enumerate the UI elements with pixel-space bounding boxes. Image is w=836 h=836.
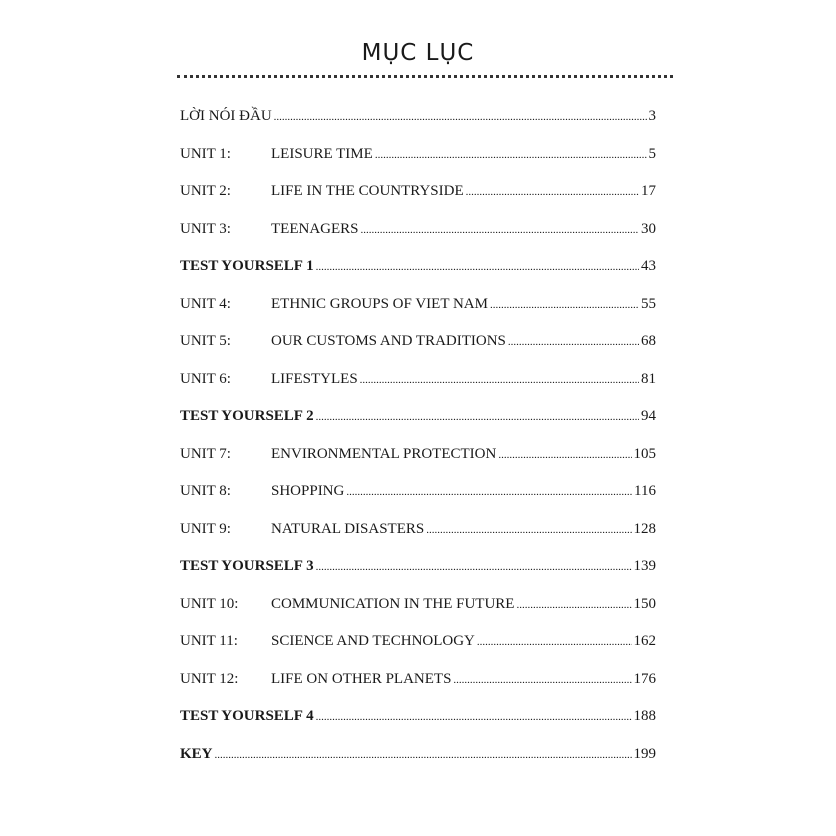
toc-dot-leader <box>453 671 631 688</box>
toc-entry-unit: UNIT 1: <box>180 145 231 162</box>
toc-entry-page: 3 <box>648 108 656 124</box>
toc-entry-title: COMMUNICATION IN THE FUTURE <box>271 595 515 612</box>
toc-entry <box>180 446 656 484</box>
toc-dot-leader <box>477 633 632 650</box>
toc-entry-unit: UNIT 3: <box>180 220 231 237</box>
toc-entry-title: TEST YOURSELF 1 <box>180 258 314 274</box>
toc-entry-title: LIFE IN THE COUNTRYSIDE <box>271 183 464 199</box>
toc-dot-leader <box>316 258 639 275</box>
toc-dot-leader <box>360 371 639 388</box>
toc-dot-leader <box>215 746 632 763</box>
toc-entry-unit: UNIT 11: <box>180 633 238 649</box>
toc-dot-leader <box>316 408 639 425</box>
toc-entry-title: TEST YOURSELF 4 <box>180 708 314 724</box>
toc-entry-title: TEST YOURSELF 2 <box>180 408 314 424</box>
toc-dot-leader <box>316 558 632 575</box>
toc-entry-unit: UNIT 10: <box>180 595 239 612</box>
toc-entry-title: LIFE ON OTHER PLANETS <box>271 670 452 687</box>
toc-entry <box>180 371 656 409</box>
toc-entry-unit: UNIT 4: <box>180 295 231 312</box>
toc-entry <box>180 146 656 184</box>
toc-entry-title: NATURAL DISASTERS <box>271 520 425 537</box>
toc-entry <box>180 333 656 371</box>
toc-entry-page: 128 <box>633 520 656 537</box>
toc-entry-page: 5 <box>648 145 656 162</box>
toc-entry-title: SCIENCE AND TECHNOLOGY <box>271 633 475 649</box>
toc-entry-page: 105 <box>633 445 656 462</box>
toc-entry-unit: UNIT 9: <box>180 520 231 537</box>
toc-entry <box>180 596 656 634</box>
toc-entry-page: 199 <box>633 745 656 762</box>
toc-entry <box>180 671 656 709</box>
toc-entry-unit: UNIT 2: <box>180 183 231 199</box>
toc-entry-page: 188 <box>633 708 656 724</box>
toc-entry-page: 116 <box>634 483 656 499</box>
toc-entry <box>180 108 656 146</box>
toc-entry-page: 162 <box>633 633 656 649</box>
toc-entry-title: LIFESTYLES <box>271 370 358 387</box>
toc-entry-page: 68 <box>641 333 656 349</box>
toc-entry-page: 150 <box>633 595 656 612</box>
toc-entry-unit: UNIT 12: <box>180 670 239 687</box>
toc-entry-unit: UNIT 8: <box>180 483 231 499</box>
toc-entry-page: 43 <box>641 258 656 274</box>
toc-entry-unit: UNIT 6: <box>180 370 231 387</box>
toc-dot-leader <box>490 296 639 313</box>
toc-entry-unit: UNIT 7: <box>180 445 231 462</box>
toc-dot-leader <box>426 521 631 538</box>
toc-dot-leader <box>274 108 647 125</box>
toc-entry-page: 17 <box>641 183 656 199</box>
toc-entry-unit: UNIT 5: <box>180 333 231 349</box>
toc-entry-page: 139 <box>633 558 656 574</box>
toc-entry-page: 81 <box>641 370 656 387</box>
toc-dot-leader <box>466 183 639 200</box>
toc-entry-title: LỜI NÓI ĐẦU <box>180 108 272 124</box>
toc-dot-leader <box>316 708 632 725</box>
page-title: MỤC LỤC <box>361 40 475 66</box>
toc-entry-title: ETHNIC GROUPS OF VIET NAM <box>271 295 488 312</box>
toc-dot-leader <box>508 333 639 350</box>
toc-entry <box>180 183 656 221</box>
toc-entry-title: LEISURE TIME <box>271 145 373 162</box>
toc-entry <box>180 746 656 784</box>
toc-dot-leader <box>375 146 647 163</box>
title-dotted-rule <box>177 75 673 78</box>
toc-entry <box>180 521 656 559</box>
toc-entry-page: 94 <box>641 408 656 424</box>
toc-entry-page: 30 <box>641 220 656 237</box>
toc-dot-leader <box>346 483 632 500</box>
toc-entry <box>180 408 656 446</box>
toc-entry-title: KEY <box>180 745 213 762</box>
toc-entry <box>180 221 656 259</box>
toc-entry-title: TEST YOURSELF 3 <box>180 558 314 574</box>
toc-entry <box>180 708 656 746</box>
toc-entry-title: TEENAGERS <box>271 220 359 237</box>
toc-dot-leader <box>516 596 631 613</box>
toc-entry-page: 176 <box>633 670 656 687</box>
toc-entry-title: SHOPPING <box>271 483 345 499</box>
toc-entry-title: OUR CUSTOMS AND TRADITIONS <box>271 333 506 349</box>
toc-entry <box>180 296 656 334</box>
toc-dot-leader <box>498 446 631 463</box>
toc-entry-page: 55 <box>641 295 656 312</box>
toc-entry <box>180 558 656 596</box>
toc-dot-leader <box>361 221 640 238</box>
table-of-contents <box>180 108 656 783</box>
toc-entry <box>180 258 656 296</box>
toc-entry-title: ENVIRONMENTAL PROTECTION <box>271 445 497 462</box>
toc-entry <box>180 633 656 671</box>
toc-entry <box>180 483 656 521</box>
